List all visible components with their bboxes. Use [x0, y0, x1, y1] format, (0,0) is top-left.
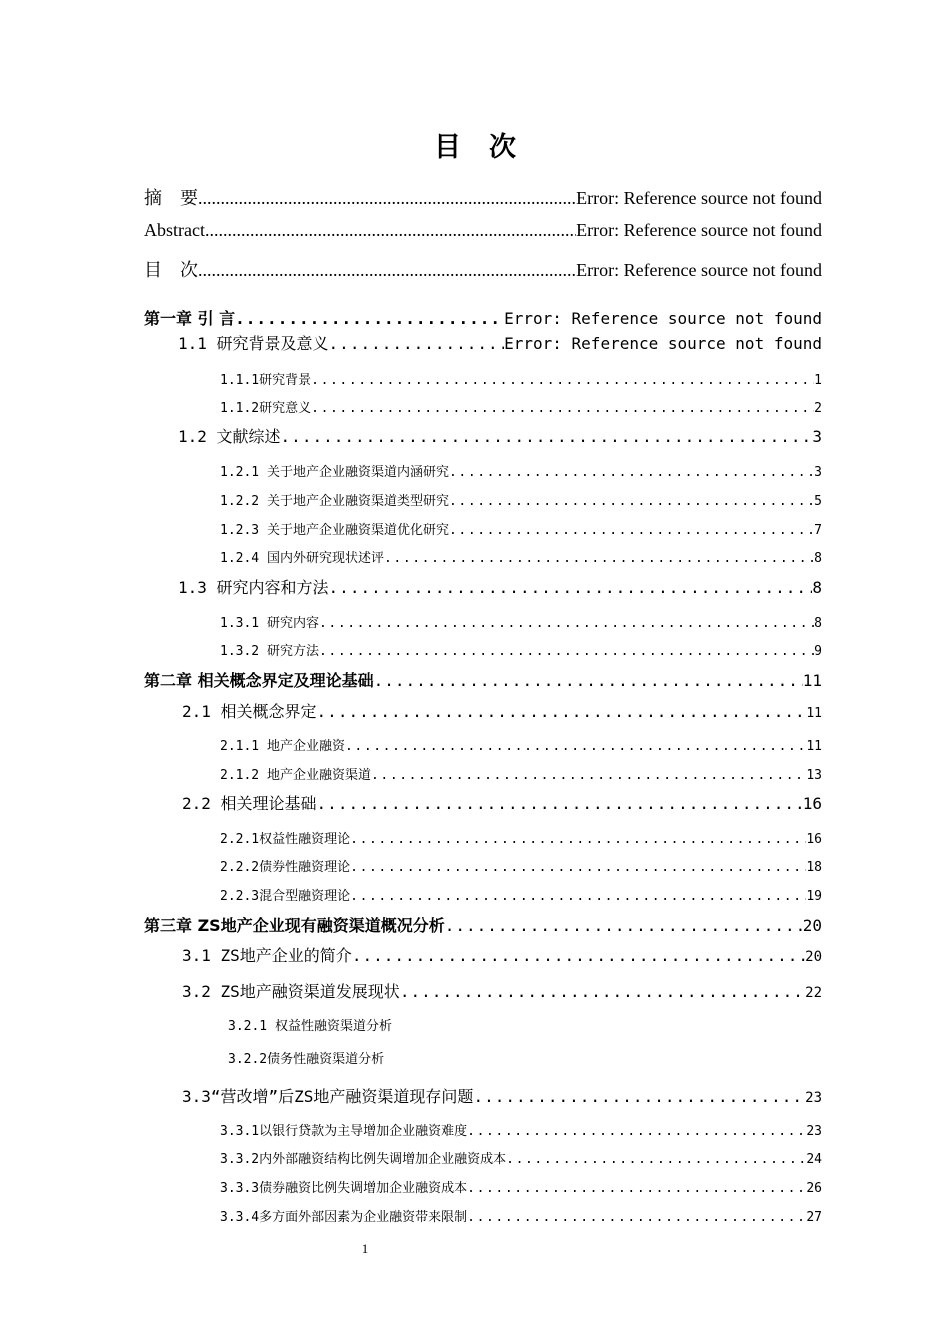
leader-dots — [467, 1181, 806, 1196]
toc-entry-label: 1.1 研究背景及意义 — [178, 334, 329, 353]
toc-entry-label: 2.1 相关概念界定 — [182, 702, 317, 721]
toc-entry-label: 3.3.4多方面外部因素为企业融资带来限制 — [220, 1210, 468, 1225]
leader-dots — [384, 551, 814, 566]
leader-dots — [467, 1124, 806, 1139]
toc-entry-label: 3.3.2内外部融资结构比例失调增加企业融资成本 — [220, 1152, 507, 1167]
toc-entry-page: 23 — [805, 1090, 822, 1106]
toc-entry-page: 27 — [806, 1210, 822, 1225]
toc-entry-page: Error: Reference source not found — [504, 334, 822, 353]
toc-entry-page: 8 — [814, 616, 822, 631]
toc-section-2-1[interactable] — [182, 699, 822, 722]
leader-dots — [449, 523, 814, 538]
leader-dots — [473, 1087, 805, 1106]
toc-entry-label: 1.2.1 关于地产企业融资渠道内涵研究 — [220, 465, 449, 480]
toc-entry-page: Error: Reference source not found — [576, 220, 822, 240]
toc-entry-page: 13 — [806, 768, 822, 783]
toc-entry-label: 1.3.1 研究内容 — [220, 616, 319, 631]
toc-entry-page: 20 — [802, 916, 822, 935]
toc-entry-page: 19 — [806, 889, 822, 904]
toc-entry-label: 第三章 ZS地产企业现有融资渠道概况分析 — [144, 916, 445, 935]
leader-dots — [319, 616, 814, 631]
toc-section-1-1[interactable] — [178, 331, 822, 354]
toc-chapter-1[interactable] — [144, 306, 822, 329]
toc-entry-label: 3.2.1 权益性融资渠道分析 — [228, 1019, 392, 1034]
toc-entry-label: 3.3.3债券融资比例失调增加企业融资成本 — [220, 1181, 468, 1196]
leader-dots — [350, 832, 806, 847]
toc-entry-label: 2.2.1权益性融资理论 — [220, 832, 351, 847]
toc-entry-page: 5 — [814, 494, 822, 509]
toc-chapter-2[interactable] — [144, 668, 822, 691]
leader-dots — [329, 578, 813, 597]
leader-dots — [400, 982, 805, 1001]
toc-subsection-1-1-1[interactable] — [220, 369, 822, 388]
toc-section-2-2[interactable] — [182, 791, 822, 814]
toc-entry-label: 3.1 ZS地产企业的简介 — [182, 946, 352, 965]
toc-chapter-3[interactable] — [144, 913, 822, 936]
toc-subsection-1-3-1[interactable] — [220, 612, 822, 631]
toc-entry-page: 8 — [812, 578, 822, 597]
leader-dots — [205, 220, 576, 241]
toc-entry-page: 3 — [814, 465, 822, 480]
toc-subsection-3-2-2[interactable] — [228, 1048, 628, 1067]
toc-subsection-1-2-4[interactable] — [220, 547, 822, 566]
toc-entry-label: 第一章 引 言 — [144, 309, 236, 328]
toc-subsection-1-3-2[interactable] — [220, 640, 822, 659]
toc-subsection-2-2-3[interactable] — [220, 885, 822, 904]
toc-entry-label: 1.2.3 关于地产企业融资渠道优化研究 — [220, 523, 449, 538]
toc-subsection-3-2-1[interactable] — [228, 1015, 628, 1034]
leader-dots — [506, 1152, 806, 1167]
toc-subsection-2-2-1[interactable] — [220, 828, 822, 847]
leader-dots — [311, 401, 814, 416]
toc-entry-label: 1.1.2研究意义 — [220, 401, 312, 416]
toc-entry-label: 2.1.1 地产企业融资 — [220, 739, 345, 754]
leader-dots — [281, 427, 813, 446]
leader-dots — [329, 334, 505, 353]
toc-entry-label: 1.3.2 研究方法 — [220, 644, 319, 659]
leader-dots — [317, 794, 803, 813]
toc-entry-page: 8 — [814, 551, 822, 566]
toc-subsection-1-2-2[interactable] — [220, 490, 822, 509]
toc-subsection-3-3-4[interactable] — [220, 1206, 822, 1225]
toc-entry-label: 目 次 — [144, 260, 198, 280]
toc-entry-label: 1.2.4 国内外研究现状述评 — [220, 551, 384, 566]
toc-entry-contents[interactable] — [144, 256, 822, 282]
leader-dots — [467, 1210, 806, 1225]
toc-entry-label: 3.2.2债务性融资渠道分析 — [228, 1052, 385, 1067]
toc-subsection-3-3-2[interactable] — [220, 1148, 822, 1167]
toc-entry-abstract-en[interactable] — [144, 220, 822, 241]
toc-entry-label: 1.2 文献综述 — [178, 427, 281, 446]
toc-subsection-1-1-2[interactable] — [220, 397, 822, 416]
toc-section-3-1[interactable] — [182, 943, 822, 966]
page-number: 1 — [361, 1241, 369, 1256]
toc-entry-page: Error: Reference source not found — [576, 188, 822, 208]
toc-subsection-3-3-1[interactable] — [220, 1120, 822, 1139]
toc-entry-page: 24 — [806, 1152, 822, 1167]
toc-entry-page: 7 — [814, 523, 822, 538]
leader-dots — [350, 889, 806, 904]
toc-subsection-2-1-1[interactable] — [220, 735, 822, 754]
toc-entry-page: 20 — [805, 949, 822, 965]
toc-entry-label: 2.2.3混合型融资理论 — [220, 889, 351, 904]
toc-entry-page: 23 — [806, 1124, 822, 1139]
toc-entry-label: 2.2 相关理论基础 — [182, 794, 317, 813]
toc-entry-page: 9 — [814, 644, 822, 659]
toc-section-3-2[interactable] — [182, 979, 822, 1002]
leader-dots — [198, 260, 576, 281]
leader-dots — [352, 946, 805, 965]
toc-entry-label: 摘 要 — [144, 188, 198, 208]
toc-entry-page: 16 — [802, 794, 822, 813]
toc-entry-page: 1 — [814, 373, 822, 388]
toc-entry-page: 22 — [805, 985, 822, 1001]
toc-entry-label: 2.1.2 地产企业融资渠道 — [220, 768, 371, 783]
toc-entry-label: 3.3.1以银行贷款为主导增加企业融资难度 — [220, 1124, 468, 1139]
toc-entry-label: 第二章 相关概念界定及理论基础 — [144, 671, 374, 690]
toc-entry-label: 1.3 研究内容和方法 — [178, 578, 329, 597]
leader-dots — [449, 494, 814, 509]
leader-dots — [374, 671, 803, 690]
toc-section-1-3[interactable] — [178, 575, 822, 598]
toc-entry-page: Error: Reference source not found — [504, 309, 822, 328]
leader-dots — [445, 916, 803, 935]
toc-entry-label: 2.2.2债券性融资理论 — [220, 860, 351, 875]
toc-entry-page: Error: Reference source not found — [576, 260, 822, 280]
toc-entry-page: 11 — [806, 739, 822, 754]
leader-dots — [235, 309, 504, 328]
toc-entry-page: 16 — [806, 832, 822, 847]
toc-entry-page: 11 — [802, 671, 822, 690]
leader-dots — [350, 860, 806, 875]
toc-entry-label: 1.2.2 关于地产企业融资渠道类型研究 — [220, 494, 449, 509]
leader-dots — [311, 373, 814, 388]
toc-section-3-3[interactable] — [182, 1084, 822, 1107]
toc-entry-label: 1.1.1研究背景 — [220, 373, 312, 388]
toc-subsection-1-2-3[interactable] — [220, 519, 822, 538]
leader-dots — [319, 644, 814, 659]
leader-dots — [371, 768, 806, 783]
toc-entry-page: 3 — [812, 427, 822, 446]
toc-subsection-3-3-3[interactable] — [220, 1177, 822, 1196]
toc-entry-abstract-cn[interactable] — [144, 184, 822, 210]
toc-title: 目次 — [434, 132, 544, 163]
toc-entry-label: 3.3“营改增”后ZS地产融资渠道现存问题 — [182, 1087, 474, 1106]
toc-entry-page: 11 — [806, 706, 822, 721]
toc-section-1-2[interactable] — [178, 424, 822, 447]
toc-subsection-2-2-2[interactable] — [220, 856, 822, 875]
toc-entry-page: 2 — [814, 401, 822, 416]
leader-dots — [345, 739, 806, 754]
leader-dots — [198, 188, 576, 209]
toc-subsection-2-1-2[interactable] — [220, 764, 822, 783]
toc-entry-label: Abstract — [144, 220, 205, 240]
toc-entry-page: 26 — [806, 1181, 822, 1196]
toc-subsection-1-2-1[interactable] — [220, 461, 822, 480]
leader-dots — [449, 465, 814, 480]
toc-entry-label: 3.2 ZS地产融资渠道发展现状 — [182, 982, 400, 1001]
leader-dots — [317, 702, 807, 721]
toc-entry-page: 18 — [806, 860, 822, 875]
